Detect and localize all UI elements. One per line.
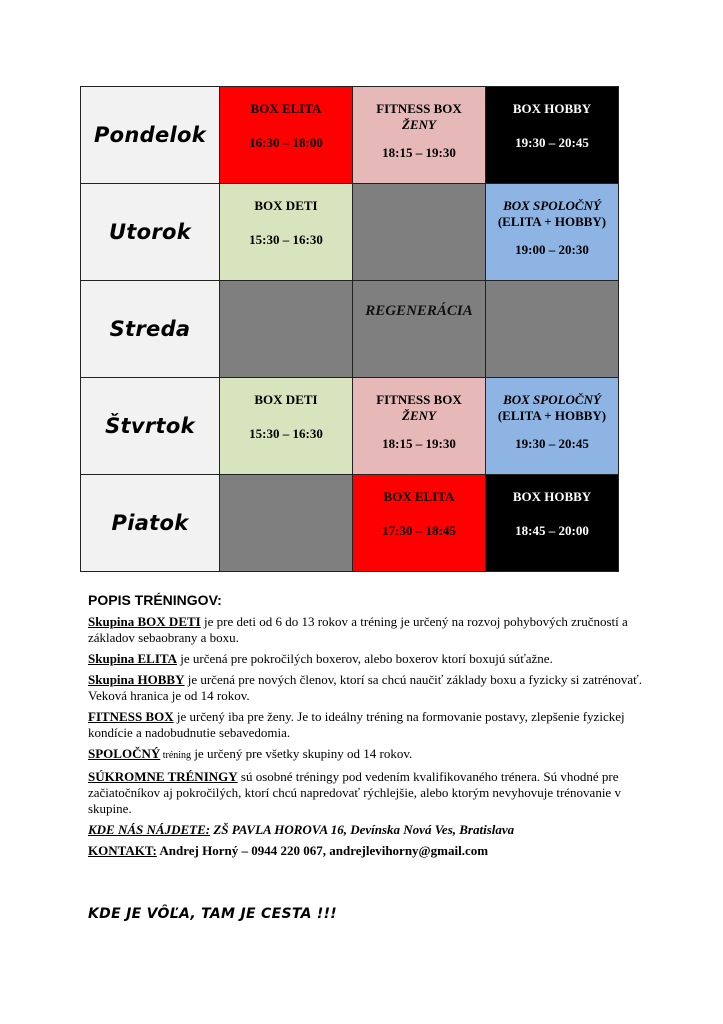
empty-slot	[353, 184, 486, 281]
slot-name	[486, 378, 618, 424]
description-item	[88, 672, 648, 704]
regeneration-label: REGENERÁCIA	[365, 303, 473, 319]
empty-slot	[220, 281, 353, 378]
description-text: sú osobné tréningy pod vedením kvalifikovaného trénera. Sú vhodné pre začiatočníkov aj pokročilých, ktorí chcú napredovať rýchlejšie, alebo ktorým nevyhovuje trénovanie v skupine.	[88, 769, 621, 816]
schedule-row	[81, 87, 619, 184]
description-keyword: Skupina HOBBY	[88, 672, 185, 687]
slot-time: 19:00 – 20:30	[515, 242, 589, 257]
training-slot	[353, 378, 486, 475]
slot-time: 15:30 – 16:30	[249, 232, 323, 247]
training-slot	[486, 87, 619, 184]
slot-name	[486, 184, 618, 230]
training-description	[88, 592, 648, 864]
location-value: ZŠ PAVLA HOROVA 16, Devínska Nová Ves, Bratislava	[210, 822, 515, 837]
training-slot	[486, 378, 619, 475]
slot-title: BOX DETI	[254, 392, 318, 407]
description-text: je určený pre všetky skupiny od 14 rokov.	[191, 746, 413, 761]
slot-name	[486, 475, 618, 505]
description-keyword: FITNESS BOX	[88, 709, 174, 724]
description-item	[88, 709, 648, 741]
schedule-row	[81, 475, 619, 572]
slot-time: 18:45 – 20:00	[515, 523, 589, 538]
slot-time: 16:30 – 18:00	[249, 135, 323, 150]
description-small: tréning	[160, 750, 192, 761]
empty-slot	[220, 475, 353, 572]
description-item	[88, 614, 648, 646]
slot-name	[353, 475, 485, 505]
slot-time: 18:15 – 19:30	[382, 436, 456, 451]
location-line	[88, 822, 648, 838]
description-text: je určená pre nových členov, ktorí sa chcú naučiť základy boxu a fyzicky si zatrénovať. Veková hranica je od 14 rokov.	[88, 672, 642, 703]
day-cell	[81, 475, 220, 572]
description-keyword: SÚKROMNE TRÉNINGY	[88, 769, 238, 784]
slot-title: BOX HOBBY	[512, 489, 592, 504]
training-slot	[220, 378, 353, 475]
slot-title: BOX DETI	[254, 198, 318, 213]
empty-slot	[486, 281, 619, 378]
schedule-row	[81, 184, 619, 281]
slot-title: BOX ELITA	[250, 101, 322, 116]
slot-subtitle: ŽENY	[402, 117, 436, 132]
slot-name	[353, 378, 485, 424]
description-title: POPIS TRÉNINGOV:	[88, 592, 222, 608]
slot-subtitle: ŽENY	[402, 408, 436, 423]
description-item	[88, 769, 648, 817]
schedule-row	[81, 378, 619, 475]
slot-time: 19:30 – 20:45	[515, 436, 589, 451]
description-item	[88, 746, 648, 764]
day-cell	[81, 87, 220, 184]
description-text: je pre deti od 6 do 13 rokov a tréning je určený na rozvoj pohybových zručností a základov sebaobrany a boxu.	[88, 614, 628, 645]
day-cell	[81, 184, 220, 281]
training-slot	[220, 184, 353, 281]
slot-title: BOX SPOLOČNÝ	[503, 198, 601, 213]
slot-name	[353, 87, 485, 133]
slot-title: FITNESS BOX	[376, 101, 462, 116]
slot-time: 15:30 – 16:30	[249, 426, 323, 441]
day-cell	[81, 281, 220, 378]
contact-line	[88, 843, 648, 859]
contact-value: Andrej Horný – 0944 220 067, andrejlevihorny@gmail.com	[156, 843, 489, 858]
slot-name	[220, 184, 352, 214]
day-name: Streda	[109, 317, 191, 341]
training-slot	[486, 475, 619, 572]
description-keyword: Skupina BOX DETI	[88, 614, 201, 629]
training-slot	[353, 87, 486, 184]
day-cell	[81, 378, 220, 475]
description-item	[88, 651, 648, 667]
slot-time: 18:15 – 19:30	[382, 145, 456, 160]
schedule-table	[80, 86, 619, 572]
contact-label: KONTAKT:	[88, 843, 157, 858]
slot-time: 19:30 – 20:45	[515, 135, 589, 150]
slot-title: BOX SPOLOČNÝ	[503, 392, 601, 407]
slot-title: BOX HOBBY	[512, 101, 592, 116]
slot-time: 17:30 – 18:45	[382, 523, 456, 538]
slot-subtitle: (ELITA + HOBBY)	[497, 408, 607, 423]
training-slot	[353, 475, 486, 572]
day-name: Utorok	[108, 220, 192, 244]
day-name: Pondelok	[93, 123, 207, 147]
slot-name	[220, 378, 352, 408]
training-slot	[486, 184, 619, 281]
slot-title: BOX ELITA	[383, 489, 455, 504]
motto: KDE JE VÔĽA, TAM JE CESTA !!!	[88, 906, 337, 922]
description-keyword: SPOLOČNÝ	[88, 746, 161, 761]
slot-name	[220, 87, 352, 117]
schedule-row	[81, 281, 619, 378]
slot-subtitle: (ELITA + HOBBY)	[497, 214, 607, 229]
location-label: KDE NÁS NÁJDETE:	[88, 822, 211, 837]
description-text: je určený iba pre ženy. Je to ideálny tréning na formovanie postavy, zlepšenie fyzickej kondície a nadobudnutie sebavedomia.	[88, 709, 625, 740]
day-name: Piatok	[111, 511, 189, 535]
slot-name	[486, 87, 618, 117]
description-text: je určená pre pokročilých boxerov, alebo boxerov ktorí boxujú súťažne.	[177, 651, 553, 666]
regeneration-cell	[353, 281, 486, 378]
day-name: Štvrtok	[105, 414, 195, 438]
slot-title: FITNESS BOX	[376, 392, 462, 407]
description-keyword: Skupina ELITA	[88, 651, 178, 666]
training-slot	[220, 87, 353, 184]
